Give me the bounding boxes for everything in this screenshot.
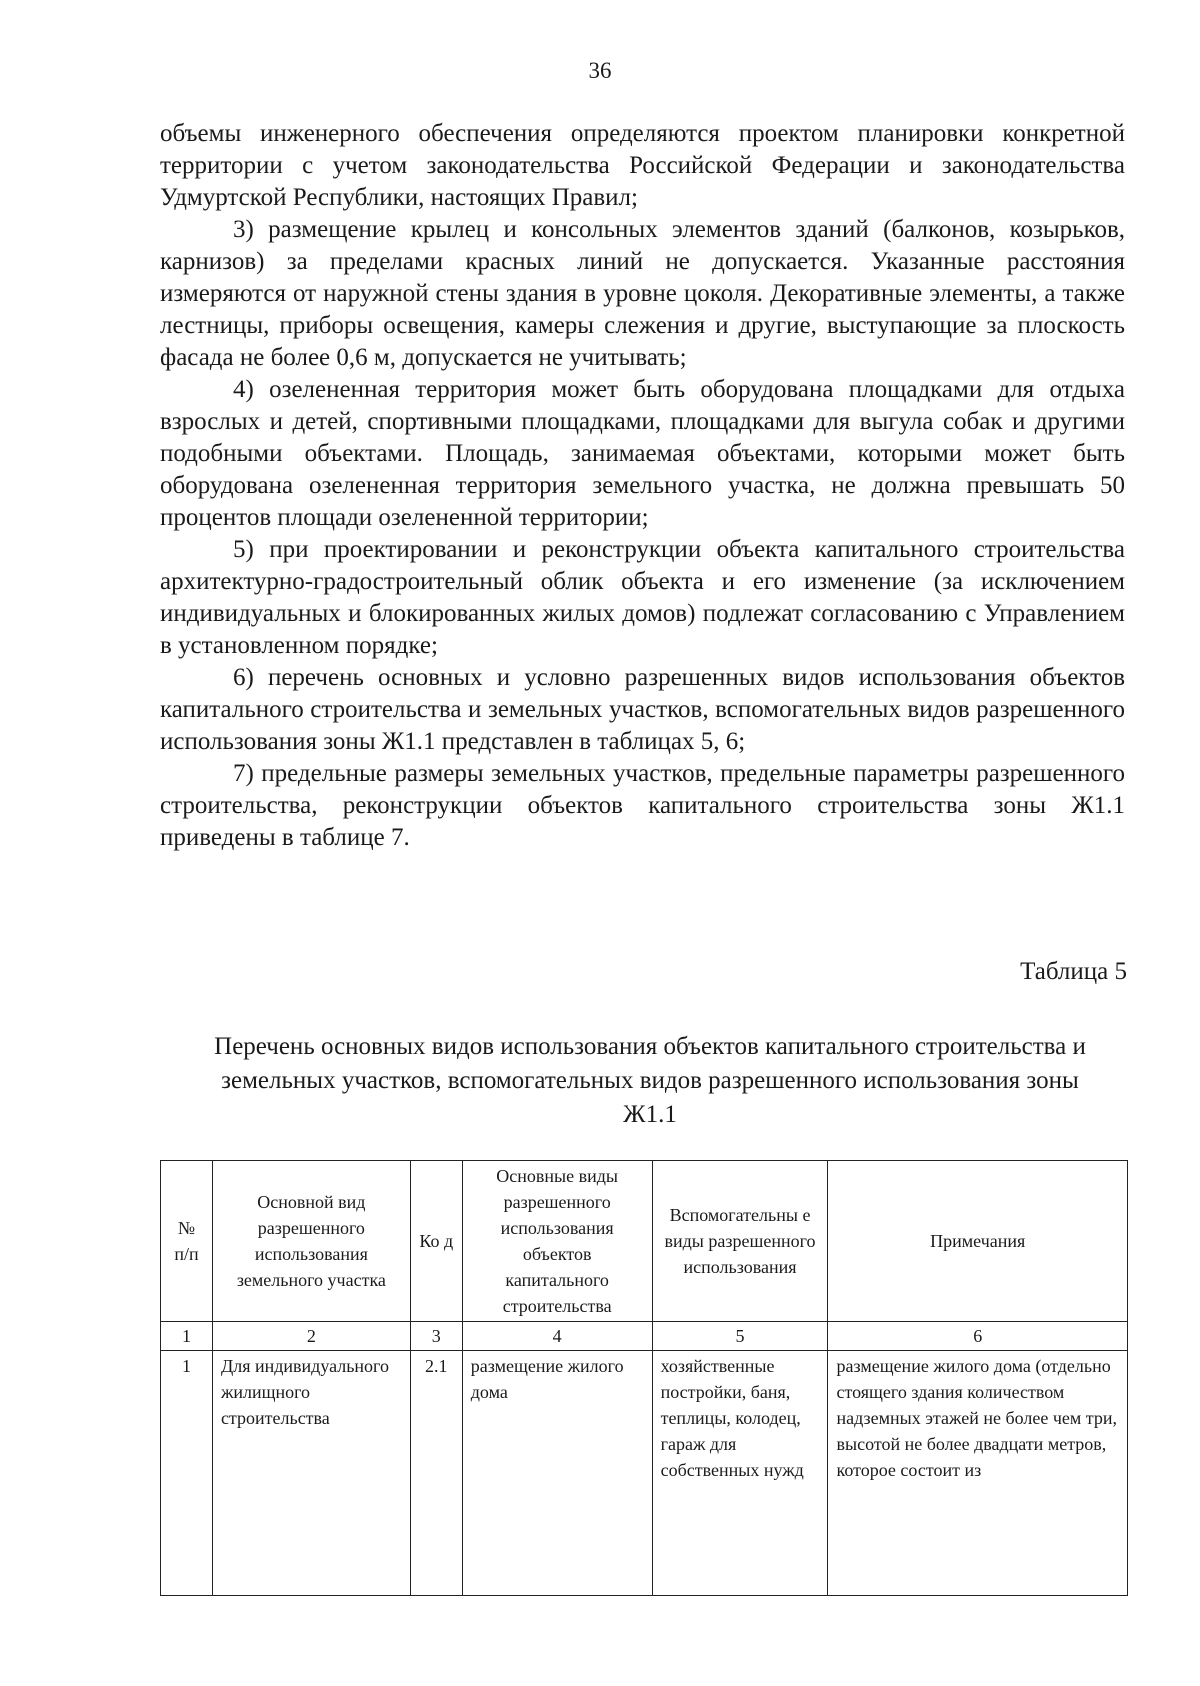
zone-table (160, 1160, 1128, 1596)
body-text (160, 118, 1125, 854)
header-cell-number: № п/п (161, 1161, 213, 1322)
page-number: 36 (588, 58, 612, 83)
header-cell-land-use: Основной вид разрешенного использования земельного участка (212, 1161, 410, 1322)
header-cell-code: Ко д (410, 1161, 462, 1322)
column-number: 6 (828, 1322, 1128, 1351)
table-title: Перечень основных видов использования объектов капитального строительства и земельных участков, вспомогательных видов разрешенного использования зоны Ж1.1 (214, 1033, 1086, 1128)
column-number-row (161, 1322, 1128, 1351)
table-label: Таблица 5 (1020, 958, 1127, 985)
table-cell: Для индивидуального жилищного строительства (212, 1351, 410, 1596)
column-number: 1 (161, 1322, 213, 1351)
paragraph: 6) перечень основных и условно разрешенных видов использования объектов капитального строительства и земельных участков, вспомогательных видов разрешенного использования зоны Ж1.1 представлен в таблицах 5, 6; (160, 664, 1125, 755)
table-row (161, 1351, 1128, 1596)
column-number: 4 (462, 1322, 652, 1351)
header-cell-capital-use: Основные виды разрешенного использования объектов капитального строительства (462, 1161, 652, 1322)
table-cell: хозяйственные постройки, баня, теплицы, колодец, гараж для собственных нужд (652, 1351, 828, 1596)
paragraph: 3) размещение крылец и консольных элементов зданий (балконов, козырьков, карнизов) за пределами красных линий не допускается. Указанные расстояния измеряются от наружной стены здания в уровне цоколя. Декоративные элементы, а также лестницы, приборы освещения, камеры слежения и другие, выступающие за плоскость фасада не более 0,6 м, допускается не учитывать; (160, 216, 1125, 371)
paragraph: 5) при проектировании и реконструкции объекта капитального строительства архитектурно-градостроительный облик объекта и его изменение (за исключением индивидуальных и блокированных жилых домов) подлежат согласованию с Управлением в установленном порядке; (160, 536, 1125, 659)
column-number: 2 (212, 1322, 410, 1351)
table-cell: 1 (161, 1351, 213, 1596)
paragraph: 7) предельные размеры земельных участков, предельные параметры разрешенного строительства, реконструкции объектов капитального строительства зоны Ж1.1 приведены в таблице 7. (160, 760, 1125, 851)
column-number: 3 (410, 1322, 462, 1351)
table-cell: 2.1 (410, 1351, 462, 1596)
paragraph: 4) озелененная территория может быть оборудована площадками для отдыха взрослых и детей, спортивными площадками, площадками для выгула собак и другими подобными объектами. Площадь, занимаемая объектами, которыми может быть оборудована озелененная территория земельного участка, не должна превышать 50 процентов площади озелененной территории; (160, 376, 1125, 531)
table-cell: размещение жилого дома (462, 1351, 652, 1596)
table-cell: размещение жилого дома (отдельно стоящего здания количеством надземных этажей не более чем три, высотой не более двадцати метров, которое состоит из (828, 1351, 1128, 1596)
table-header-row (161, 1161, 1128, 1322)
column-number: 5 (652, 1322, 828, 1351)
header-cell-auxiliary-use: Вспомогательны е виды разрешенного использования (652, 1161, 828, 1322)
header-cell-notes: Примечания (828, 1161, 1128, 1322)
paragraph: объемы инженерного обеспечения определяются проектом планировки конкретной территории с учетом законодательства Российской Федерации и законодательства Удмуртской Республики, настоящих Правил; (160, 120, 1125, 211)
